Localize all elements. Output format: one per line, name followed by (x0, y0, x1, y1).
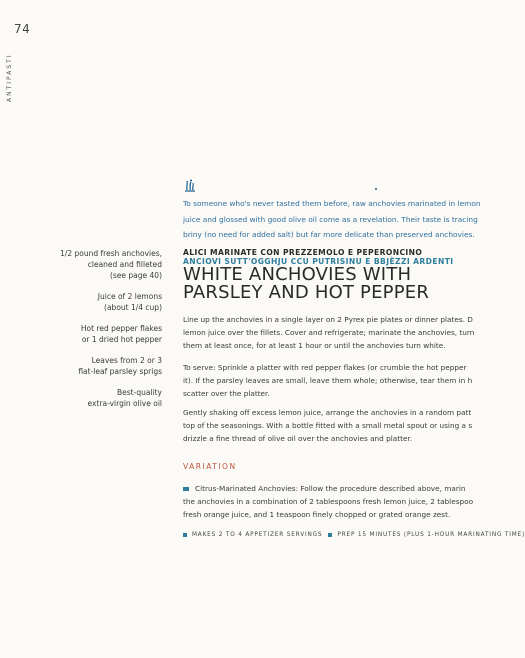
ingredient-item (40, 291, 162, 313)
ingredient-line: cleaned and filleted (87, 260, 162, 269)
recipe-title-english (183, 266, 480, 301)
step-paragraph (183, 313, 480, 353)
variation-line: fresh orange juice, and 1 teaspoon finely chopped or grated orange zest. (183, 510, 451, 520)
ingredient-line: Leaves from 2 or 3 (91, 356, 162, 365)
intro-line: juice and glossed with good olive oil come as a revelation. Their taste is tracing (183, 214, 478, 224)
ingredients-list (40, 248, 162, 419)
ingredient-line: Hot red pepper flakes (80, 324, 162, 333)
step-line: scatter over the platter. (183, 389, 270, 399)
variation-line-text: Citrus-Marinated Anchovies: Follow the procedure described above, marin (195, 484, 466, 493)
step-line: Gently shaking off excess lemon juice, arrange the anchovies in a random patt (183, 408, 472, 417)
recipe-footer (183, 532, 525, 538)
title-line: WHITE ANCHOVIES WITH (183, 264, 412, 285)
ingredient-line: Best-quality (117, 388, 162, 397)
intro-line: briny (no need for added salt) but far more delicate than preserved anchovies. (183, 230, 475, 239)
ingredient-item (40, 248, 162, 281)
step-line: Line up the anchovies in a single layer on 2 Pyrex pie plates or dinner plates. D (183, 315, 473, 324)
servings-info: MAKES 2 TO 4 APPETIZER SERVINGS (192, 532, 323, 538)
step-line: To serve: Sprinkle a platter with red pepper flakes (or crumble the hot pepper (183, 363, 467, 372)
step-line: top of the seasonings. With a bottle fitted with a small metal spout or using a s (183, 421, 473, 431)
prep-time-info: PREP 15 MINUTES (PLUS 1-HOUR MARINATING TIME) (337, 532, 525, 538)
variation-heading: VARIATION (183, 462, 237, 471)
decorative-dot (375, 188, 377, 190)
ingredient-item (40, 387, 162, 409)
ingredient-item (40, 323, 162, 345)
ingredient-line: (about 1/4 cup) (104, 303, 162, 312)
ingredient-line: Juice of 2 lemons (97, 292, 162, 301)
ingredient-line: flat-leaf parsley sprigs (78, 367, 162, 376)
intro-paragraph (183, 196, 480, 243)
ingredient-line: extra-virgin olive oil (87, 399, 162, 408)
ingredient-line: 1/2 pound fresh anchovies, (60, 249, 162, 258)
recipe-title-italian: ALICI MARINATE CON PREZZEMOLO E PEPERONCINO (183, 248, 423, 257)
ingredient-line: (see page 40) (109, 271, 162, 280)
bullet-icon (183, 487, 189, 491)
page-number: 74 (14, 22, 31, 36)
ingredient-line: or 1 dried hot pepper (81, 335, 162, 344)
intro-line: To someone who's never tasted them before, raw anchovies marinated in lemon (183, 199, 481, 208)
square-bullet-icon (328, 533, 332, 537)
step-line: lemon juice over the fillets. Cover and refrigerate; marinate the anchovies, turn (183, 328, 475, 338)
variation-paragraph (183, 482, 480, 522)
step-line: it). If the parsley leaves are small, leave them whole; otherwise, tear them in h (183, 376, 473, 386)
recipe-title-dialect: ANCIOVI SUTT'OGGHJU CCU PUTRISINU E BBJÈZZI ARDENTI (183, 257, 454, 266)
variation-line (183, 482, 480, 495)
recipe-logo-icon (183, 178, 197, 192)
section-label: ANTIPASTI (6, 53, 13, 102)
variation-line: the anchovies in a combination of 2 tablespoons fresh lemon juice, 2 tablespoo (183, 497, 474, 507)
ingredient-item (40, 355, 162, 377)
step-line: drizzle a fine thread of olive oil over the anchovies and platter. (183, 434, 413, 444)
title-line: PARSLEY AND HOT PEPPER (183, 281, 430, 303)
step-paragraph (183, 406, 480, 446)
square-bullet-icon (183, 533, 187, 537)
step-line: them at least once, for at least 1 hour or until the anchovies turn white. (183, 341, 446, 351)
step-paragraph (183, 361, 480, 401)
